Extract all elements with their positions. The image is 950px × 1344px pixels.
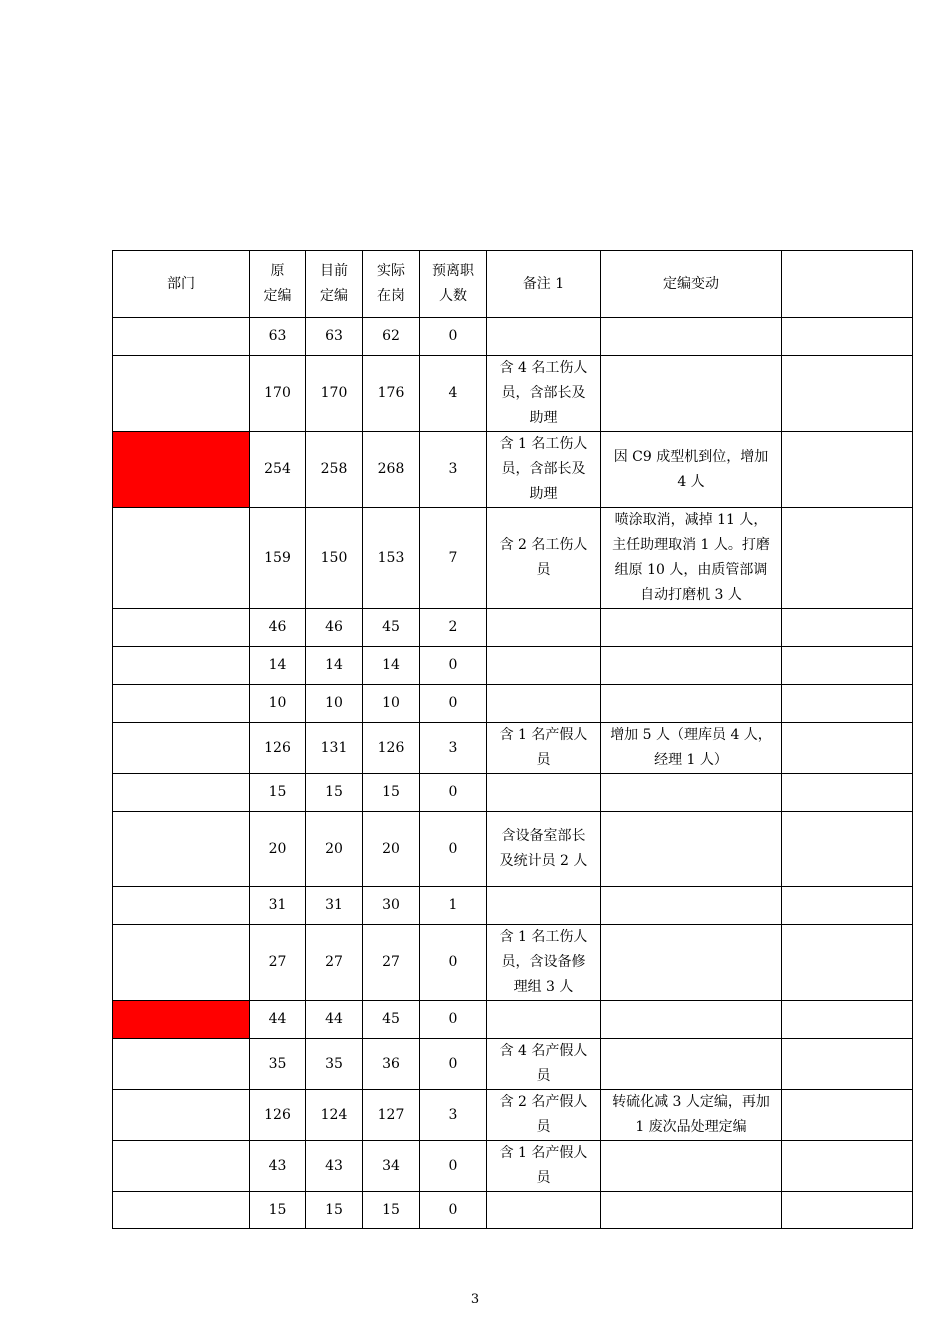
header-original-quota xyxy=(250,251,306,318)
header-actual-on-duty xyxy=(363,251,420,318)
department-cell xyxy=(113,1001,250,1039)
blank-cell xyxy=(782,1192,913,1229)
quota-change-cell xyxy=(601,774,782,812)
department-cell xyxy=(113,1141,250,1192)
current-quota-cell: 14 xyxy=(306,647,363,685)
blank-cell xyxy=(782,1141,913,1192)
actual-on-duty-cell: 268 xyxy=(363,432,420,508)
remark-cell: 含 2 名产假人员 xyxy=(487,1090,601,1141)
current-quota-cell: 63 xyxy=(306,318,363,356)
remark-cell xyxy=(487,685,601,723)
current-quota-cell: 20 xyxy=(306,812,363,887)
current-quota-cell: 15 xyxy=(306,774,363,812)
department-cell xyxy=(113,356,250,432)
actual-on-duty-cell: 34 xyxy=(363,1141,420,1192)
page-number: 3 xyxy=(470,1292,480,1307)
department-cell xyxy=(113,1039,250,1090)
department-cell xyxy=(113,685,250,723)
current-quota-cell: 46 xyxy=(306,609,363,647)
expected-leaving-cell: 0 xyxy=(420,1192,487,1229)
blank-cell xyxy=(782,685,913,723)
expected-leaving-cell: 0 xyxy=(420,812,487,887)
table-row xyxy=(113,1039,913,1090)
header-department: 部门 xyxy=(113,251,250,318)
expected-leaving-cell: 0 xyxy=(420,1001,487,1039)
table-row xyxy=(113,685,913,723)
blank-cell xyxy=(782,432,913,508)
quota-change-cell: 转硫化减 3 人定编，再加 1 废次品处理定编 xyxy=(601,1090,782,1141)
blank-cell xyxy=(782,887,913,925)
blank-cell xyxy=(782,1090,913,1141)
department-cell xyxy=(113,887,250,925)
header-row xyxy=(113,251,913,318)
original-quota-cell: 35 xyxy=(250,1039,306,1090)
department-cell xyxy=(113,774,250,812)
quota-change-cell xyxy=(601,1141,782,1192)
expected-leaving-cell: 4 xyxy=(420,356,487,432)
blank-cell xyxy=(782,1039,913,1090)
remark-cell xyxy=(487,1192,601,1229)
header-remark: 备注 1 xyxy=(487,251,601,318)
remark-cell xyxy=(487,1001,601,1039)
remark-cell: 含 1 名工伤人员，含部长及助理 xyxy=(487,432,601,508)
remark-cell xyxy=(487,647,601,685)
original-quota-cell: 159 xyxy=(250,508,306,609)
actual-on-duty-cell: 126 xyxy=(363,723,420,774)
table-row xyxy=(113,1192,913,1229)
expected-leaving-cell: 0 xyxy=(420,1039,487,1090)
blank-cell xyxy=(782,647,913,685)
quota-change-cell: 增加 5 人（理库员 4 人，经理 1 人） xyxy=(601,723,782,774)
remark-cell: 含 1 名产假人员 xyxy=(487,1141,601,1192)
actual-on-duty-cell: 10 xyxy=(363,685,420,723)
department-cell xyxy=(113,432,250,508)
remark-cell xyxy=(487,774,601,812)
quota-change-cell xyxy=(601,887,782,925)
expected-leaving-cell: 1 xyxy=(420,887,487,925)
quota-change-cell xyxy=(601,925,782,1001)
staffing-table xyxy=(112,250,913,1229)
remark-cell xyxy=(487,609,601,647)
department-cell xyxy=(113,812,250,887)
department-cell xyxy=(113,508,250,609)
header-current-quota xyxy=(306,251,363,318)
expected-leaving-cell: 3 xyxy=(420,1090,487,1141)
original-quota-cell: 126 xyxy=(250,723,306,774)
header-original-quota-text: 原 定编 xyxy=(263,263,292,304)
remark-cell: 含 4 名产假人员 xyxy=(487,1039,601,1090)
actual-on-duty-cell: 36 xyxy=(363,1039,420,1090)
actual-on-duty-cell: 20 xyxy=(363,812,420,887)
header-current-quota-text: 目前 定编 xyxy=(320,263,348,304)
current-quota-cell: 258 xyxy=(306,432,363,508)
original-quota-cell: 15 xyxy=(250,774,306,812)
expected-leaving-cell: 0 xyxy=(420,925,487,1001)
department-cell xyxy=(113,925,250,1001)
table-row xyxy=(113,925,913,1001)
table-row xyxy=(113,887,913,925)
table-row xyxy=(113,1001,913,1039)
department-cell xyxy=(113,609,250,647)
quota-change-cell xyxy=(601,812,782,887)
expected-leaving-cell: 3 xyxy=(420,432,487,508)
expected-leaving-cell: 3 xyxy=(420,723,487,774)
blank-cell xyxy=(782,1001,913,1039)
table-row xyxy=(113,647,913,685)
actual-on-duty-cell: 176 xyxy=(363,356,420,432)
current-quota-cell: 27 xyxy=(306,925,363,1001)
original-quota-cell: 20 xyxy=(250,812,306,887)
remark-cell: 含 1 名工伤人员，含设备修理组 3 人 xyxy=(487,925,601,1001)
quota-change-cell xyxy=(601,318,782,356)
department-cell xyxy=(113,723,250,774)
table-row xyxy=(113,318,913,356)
blank-cell xyxy=(782,812,913,887)
header-expected-leaving xyxy=(420,251,487,318)
original-quota-cell: 15 xyxy=(250,1192,306,1229)
table-row xyxy=(113,774,913,812)
quota-change-cell xyxy=(601,647,782,685)
blank-cell xyxy=(782,318,913,356)
blank-cell xyxy=(782,609,913,647)
actual-on-duty-cell: 45 xyxy=(363,609,420,647)
actual-on-duty-cell: 127 xyxy=(363,1090,420,1141)
expected-leaving-cell: 7 xyxy=(420,508,487,609)
expected-leaving-cell: 0 xyxy=(420,774,487,812)
actual-on-duty-cell: 27 xyxy=(363,925,420,1001)
table-row xyxy=(113,1141,913,1192)
table-row xyxy=(113,432,913,508)
original-quota-cell: 126 xyxy=(250,1090,306,1141)
actual-on-duty-cell: 62 xyxy=(363,318,420,356)
department-cell xyxy=(113,318,250,356)
current-quota-cell: 44 xyxy=(306,1001,363,1039)
quota-change-cell: 喷涂取消，减掉 11 人，主任助理取消 1 人。打磨组原 10 人，由质管部调自动打磨机 3 人 xyxy=(601,508,782,609)
current-quota-cell: 35 xyxy=(306,1039,363,1090)
department-cell xyxy=(113,647,250,685)
remark-cell xyxy=(487,318,601,356)
original-quota-cell: 14 xyxy=(250,647,306,685)
blank-cell xyxy=(782,356,913,432)
remark-cell: 含 1 名产假人员 xyxy=(487,723,601,774)
quota-change-cell xyxy=(601,1039,782,1090)
actual-on-duty-cell: 30 xyxy=(363,887,420,925)
current-quota-cell: 15 xyxy=(306,1192,363,1229)
expected-leaving-cell: 2 xyxy=(420,609,487,647)
original-quota-cell: 44 xyxy=(250,1001,306,1039)
remark-cell xyxy=(487,887,601,925)
expected-leaving-cell: 0 xyxy=(420,647,487,685)
expected-leaving-cell: 0 xyxy=(420,685,487,723)
actual-on-duty-cell: 153 xyxy=(363,508,420,609)
quota-change-cell: 因 C9 成型机到位，增加 4 人 xyxy=(601,432,782,508)
table-row xyxy=(113,356,913,432)
header-expected-leaving-text: 预离职 人数 xyxy=(432,263,474,304)
current-quota-cell: 131 xyxy=(306,723,363,774)
actual-on-duty-cell: 45 xyxy=(363,1001,420,1039)
quota-change-cell xyxy=(601,1192,782,1229)
blank-cell xyxy=(782,723,913,774)
quota-change-cell xyxy=(601,609,782,647)
original-quota-cell: 10 xyxy=(250,685,306,723)
remark-cell: 含设备室部长及统计员 2 人 xyxy=(487,812,601,887)
header-blank xyxy=(782,251,913,318)
department-cell xyxy=(113,1192,250,1229)
original-quota-cell: 170 xyxy=(250,356,306,432)
quota-change-cell xyxy=(601,1001,782,1039)
actual-on-duty-cell: 15 xyxy=(363,1192,420,1229)
current-quota-cell: 170 xyxy=(306,356,363,432)
table-row xyxy=(113,508,913,609)
original-quota-cell: 254 xyxy=(250,432,306,508)
table-row xyxy=(113,1090,913,1141)
original-quota-cell: 27 xyxy=(250,925,306,1001)
quota-change-cell xyxy=(601,685,782,723)
original-quota-cell: 46 xyxy=(250,609,306,647)
expected-leaving-cell: 0 xyxy=(420,318,487,356)
header-quota-change: 定编变动 xyxy=(601,251,782,318)
original-quota-cell: 43 xyxy=(250,1141,306,1192)
table-row xyxy=(113,609,913,647)
staffing-table-body xyxy=(113,251,913,1229)
blank-cell xyxy=(782,774,913,812)
current-quota-cell: 43 xyxy=(306,1141,363,1192)
remark-cell: 含 2 名工伤人员 xyxy=(487,508,601,609)
actual-on-duty-cell: 15 xyxy=(363,774,420,812)
blank-cell xyxy=(782,508,913,609)
quota-change-cell xyxy=(601,356,782,432)
table-row xyxy=(113,723,913,774)
current-quota-cell: 124 xyxy=(306,1090,363,1141)
current-quota-cell: 150 xyxy=(306,508,363,609)
table-row xyxy=(113,812,913,887)
remark-cell: 含 4 名工伤人员，含部长及助理 xyxy=(487,356,601,432)
header-actual-on-duty-text: 实际 在岗 xyxy=(377,263,405,304)
current-quota-cell: 31 xyxy=(306,887,363,925)
blank-cell xyxy=(782,925,913,1001)
actual-on-duty-cell: 14 xyxy=(363,647,420,685)
original-quota-cell: 31 xyxy=(250,887,306,925)
expected-leaving-cell: 0 xyxy=(420,1141,487,1192)
current-quota-cell: 10 xyxy=(306,685,363,723)
original-quota-cell: 63 xyxy=(250,318,306,356)
department-cell xyxy=(113,1090,250,1141)
